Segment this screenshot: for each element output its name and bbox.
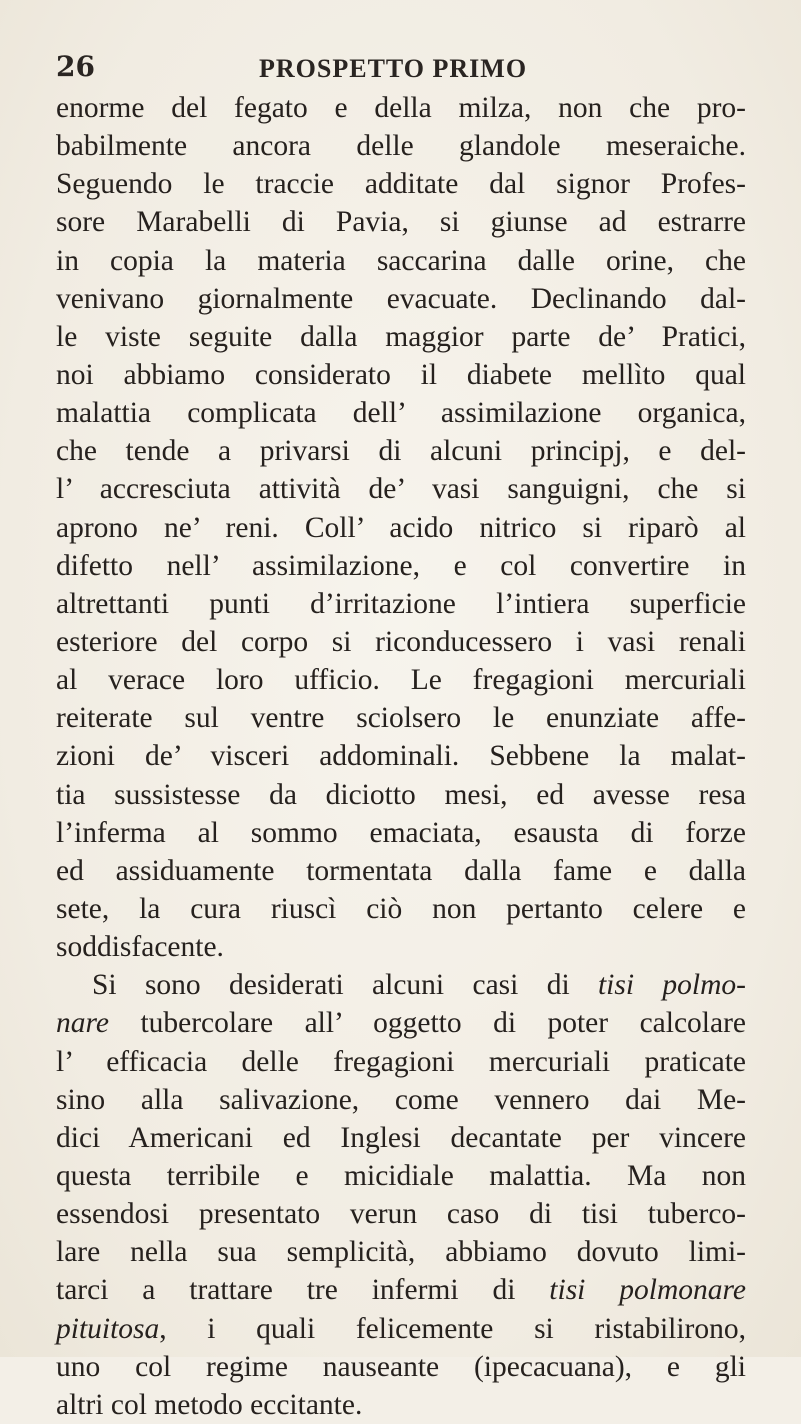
text-line: che tende a privarsi di alcuni principj, e del-: [56, 435, 746, 468]
text-line: zioni de’ visceri addominali. Sebbene la malat-: [56, 740, 746, 773]
text-line: altri col metodo eccitante.: [56, 1388, 363, 1421]
text-line: pituitosa, i quali felicemente si ristabilirono,: [56, 1312, 746, 1345]
text-line: Si sono desiderati alcuni casi di tisi polmo-: [92, 969, 746, 1002]
text-line: tarci a trattare tre infermi di tisi polmonare: [56, 1274, 746, 1307]
text-line: essendosi presentato verun caso di tisi tuberco-: [56, 1198, 746, 1231]
text-line: difetto nell’ assimilazione, e col convertire in: [56, 549, 746, 582]
text-line: nare tubercolare all’ oggetto di poter calcolare: [56, 1007, 746, 1040]
text-line: aprono ne’ reni. Coll’ acido nitrico si riparò al: [56, 511, 746, 544]
text-line: questa terribile e micidiale malattia. Ma non: [56, 1159, 746, 1192]
text-line: Seguendo le traccie additate dal signor Profes-: [56, 168, 746, 201]
text-line: le viste seguite dalla maggior parte de’ Pratici,: [56, 320, 746, 353]
text-line: babilmente ancora delle glandole meseraiche.: [56, 130, 746, 163]
text-line: dici Americani ed Inglesi decantate per vincere: [56, 1121, 746, 1154]
text-line: uno col regime nauseante (ipecacuana), e gli: [56, 1350, 746, 1383]
page-number: 26: [56, 50, 95, 83]
text-line: venivano giornalmente evacuate. Declinando dal-: [56, 282, 746, 315]
text-line: lare nella sua semplicità, abbiamo dovuto limi-: [56, 1236, 746, 1269]
text-line: reiterate sul ventre sciolsero le enunziate affe-: [56, 702, 746, 735]
text-line: l’ accresciuta attività de’ vasi sanguigni, che si: [56, 473, 746, 506]
page-header: [56, 50, 746, 90]
italic-term: tisi polmonare: [549, 1274, 746, 1307]
text-line: malattia complicata dell’ assimilazione organica,: [56, 397, 746, 430]
text-line: sore Marabelli di Pavia, si giunse ad estrarre: [56, 206, 746, 239]
text-line: esteriore del corpo si riconducessero i vasi renali: [56, 625, 746, 658]
running-head: PROSPETTO PRIMO: [259, 54, 528, 83]
text-line: in copia la materia saccarina dalle orine, che: [56, 244, 746, 277]
text-line: sete, la cura riuscì ciò non pertanto celere e: [56, 892, 746, 925]
text-line: enorme del fegato e della milza, non che pro-: [56, 92, 746, 124]
text-line: altrettanti punti d’irritazione l’intiera superficie: [56, 587, 746, 620]
body-text: [56, 89, 746, 1424]
text-line: l’inferma al sommo emaciata, esausta di forze: [56, 816, 746, 849]
text-line: sino alla salivazione, come vennero dai Me-: [56, 1083, 746, 1116]
italic-term: tisi polmo-: [597, 969, 746, 1002]
text-line: noi abbiamo considerato il diabete mellìto qual: [56, 358, 746, 391]
italic-term: nare: [56, 1007, 109, 1040]
italic-term: pituitosa: [56, 1312, 160, 1345]
text-line: ed assiduamente tormentata dalla fame e dalla: [56, 854, 746, 887]
text-line: tia sussistesse da diciotto mesi, ed avesse resa: [56, 778, 746, 811]
text-line: al verace loro ufficio. Le fregagioni mercuriali: [56, 664, 746, 697]
text-line: l’ efficacia delle fregagioni mercuriali praticate: [56, 1045, 746, 1078]
text-line: soddisfacente.: [56, 931, 224, 964]
